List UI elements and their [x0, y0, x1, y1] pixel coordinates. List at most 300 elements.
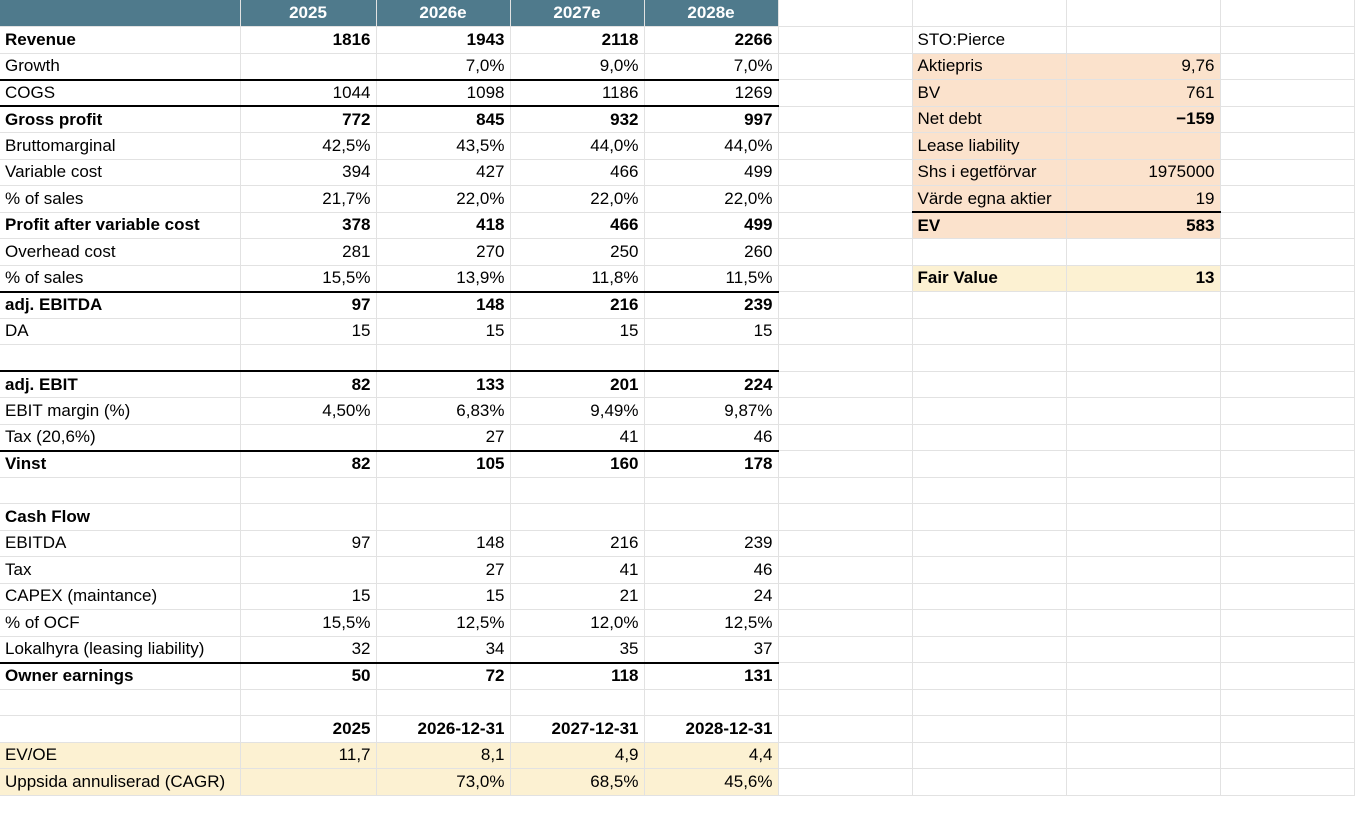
row-label[interactable]: EBITDA [0, 530, 240, 557]
value-cell[interactable]: 11,8% [510, 265, 644, 292]
value-cell[interactable]: 270 [376, 239, 510, 266]
table-row [0, 398, 1354, 425]
header-cell[interactable]: 2028e [644, 0, 778, 27]
table-row [0, 265, 1354, 292]
value-cell[interactable]: 22,0% [376, 186, 510, 213]
side-label[interactable]: Shs i egetförvar [912, 159, 1066, 186]
value-cell[interactable]: 7,0% [376, 53, 510, 80]
value-cell[interactable]: 11,7 [240, 742, 376, 769]
value-cell[interactable]: 105 [376, 451, 510, 478]
empty-cell[interactable] [912, 663, 1066, 690]
row-label[interactable]: Vinst [0, 451, 240, 478]
value-cell[interactable]: 9,49% [510, 398, 644, 425]
value-cell[interactable]: 45,6% [644, 769, 778, 796]
value-cell[interactable]: 22,0% [510, 186, 644, 213]
table-row [0, 53, 1354, 80]
empty-cell[interactable] [912, 636, 1066, 663]
empty-cell[interactable] [778, 27, 912, 54]
value-cell[interactable]: 72 [376, 663, 510, 690]
row-label[interactable]: Gross profit [0, 106, 240, 133]
empty-cell[interactable] [778, 186, 912, 213]
side-value[interactable]: −159 [1066, 106, 1220, 133]
header-cell[interactable]: 2027e [510, 0, 644, 27]
empty-cell[interactable] [778, 159, 912, 186]
value-cell[interactable]: 1098 [376, 80, 510, 107]
value-cell[interactable]: 9,0% [510, 53, 644, 80]
header-row [0, 0, 1354, 27]
table-row [0, 557, 1354, 584]
table-row [0, 27, 1354, 54]
value-cell[interactable]: 73,0% [376, 769, 510, 796]
value-cell[interactable]: 46 [644, 557, 778, 584]
empty-cell[interactable] [778, 80, 912, 107]
value-cell[interactable]: 466 [510, 159, 644, 186]
row-label[interactable]: Variable cost [0, 159, 240, 186]
value-cell[interactable]: 499 [644, 212, 778, 239]
empty-cell[interactable] [1066, 292, 1220, 319]
header-cell[interactable] [0, 0, 240, 27]
side-label[interactable]: Aktiepris [912, 53, 1066, 80]
value-cell[interactable]: 2025 [240, 716, 376, 743]
value-cell[interactable]: 160 [510, 451, 644, 478]
value-cell[interactable]: 845 [376, 106, 510, 133]
value-cell[interactable] [510, 504, 644, 531]
value-cell[interactable]: 997 [644, 106, 778, 133]
value-cell[interactable]: 133 [376, 371, 510, 398]
empty-cell[interactable] [1220, 345, 1354, 372]
value-cell[interactable]: 12,5% [644, 610, 778, 637]
side-label[interactable]: BV [912, 80, 1066, 107]
header-cell[interactable]: 2025 [240, 0, 376, 27]
empty-cell[interactable] [912, 742, 1066, 769]
row-label[interactable]: Tax [0, 557, 240, 584]
empty-cell[interactable] [912, 769, 1066, 796]
empty-cell[interactable] [1220, 504, 1354, 531]
empty-cell[interactable] [1220, 133, 1354, 160]
value-cell[interactable]: 27 [376, 557, 510, 584]
empty-cell[interactable] [1220, 0, 1354, 27]
value-cell[interactable]: 2028-12-31 [644, 716, 778, 743]
value-cell[interactable]: 42,5% [240, 133, 376, 160]
empty-cell[interactable] [1066, 583, 1220, 610]
side-value[interactable]: 19 [1066, 186, 1220, 213]
empty-cell[interactable] [1066, 504, 1220, 531]
value-cell[interactable]: 250 [510, 239, 644, 266]
side-label[interactable]: STO:Pierce [912, 27, 1066, 54]
value-cell[interactable]: 1186 [510, 80, 644, 107]
row-label[interactable]: EBIT margin (%) [0, 398, 240, 425]
table-row [0, 504, 1354, 531]
value-cell[interactable]: 15,5% [240, 265, 376, 292]
value-cell[interactable]: 4,9 [510, 742, 644, 769]
row-label[interactable] [0, 477, 240, 504]
value-cell[interactable]: 427 [376, 159, 510, 186]
empty-cell[interactable] [1220, 424, 1354, 451]
value-cell[interactable]: 24 [644, 583, 778, 610]
table-row [0, 133, 1354, 160]
table-row [0, 742, 1354, 769]
table-row [0, 371, 1354, 398]
value-cell[interactable]: 41 [510, 424, 644, 451]
table-row [0, 424, 1354, 451]
empty-cell[interactable] [912, 398, 1066, 425]
empty-cell[interactable] [912, 530, 1066, 557]
empty-cell[interactable] [912, 689, 1066, 716]
value-cell[interactable]: 44,0% [510, 133, 644, 160]
row-label[interactable]: CAPEX (maintance) [0, 583, 240, 610]
empty-cell[interactable] [1220, 318, 1354, 345]
table-row [0, 530, 1354, 557]
value-cell[interactable]: 394 [240, 159, 376, 186]
side-value[interactable]: 583 [1066, 212, 1220, 239]
table-row [0, 239, 1354, 266]
empty-cell[interactable] [1220, 292, 1354, 319]
table-row [0, 663, 1354, 690]
row-label[interactable]: Cash Flow [0, 504, 240, 531]
empty-cell[interactable] [778, 583, 912, 610]
table-row [0, 451, 1354, 478]
value-cell[interactable]: 201 [510, 371, 644, 398]
value-cell[interactable] [376, 689, 510, 716]
empty-cell[interactable] [1220, 716, 1354, 743]
table-row [0, 610, 1354, 637]
empty-cell[interactable] [1066, 371, 1220, 398]
empty-cell[interactable] [1066, 557, 1220, 584]
empty-cell[interactable] [912, 424, 1066, 451]
empty-cell[interactable] [1220, 530, 1354, 557]
value-cell[interactable]: 13,9% [376, 265, 510, 292]
empty-cell[interactable] [1066, 689, 1220, 716]
value-cell[interactable] [240, 689, 376, 716]
empty-cell[interactable] [1220, 583, 1354, 610]
value-cell[interactable]: 15 [240, 583, 376, 610]
value-cell[interactable]: 1044 [240, 80, 376, 107]
value-cell[interactable]: 2118 [510, 27, 644, 54]
value-cell[interactable] [644, 477, 778, 504]
empty-cell[interactable] [778, 239, 912, 266]
empty-cell[interactable] [1220, 610, 1354, 637]
empty-cell[interactable] [778, 610, 912, 637]
value-cell[interactable] [376, 345, 510, 372]
empty-cell[interactable] [778, 530, 912, 557]
empty-cell[interactable] [1220, 742, 1354, 769]
row-label[interactable]: Tax (20,6%) [0, 424, 240, 451]
value-cell[interactable]: 216 [510, 530, 644, 557]
value-cell[interactable]: 43,5% [376, 133, 510, 160]
table-row [0, 292, 1354, 319]
empty-cell[interactable] [778, 477, 912, 504]
empty-cell[interactable] [778, 769, 912, 796]
row-label[interactable] [0, 689, 240, 716]
empty-cell[interactable] [912, 0, 1066, 27]
empty-cell[interactable] [778, 451, 912, 478]
empty-cell[interactable] [1066, 742, 1220, 769]
value-cell[interactable] [240, 557, 376, 584]
row-label[interactable]: Overhead cost [0, 239, 240, 266]
empty-cell[interactable] [1220, 689, 1354, 716]
empty-cell[interactable] [778, 398, 912, 425]
empty-cell[interactable] [1220, 106, 1354, 133]
empty-cell[interactable] [1220, 398, 1354, 425]
value-cell[interactable]: 37 [644, 636, 778, 663]
side-label[interactable]: Net debt [912, 106, 1066, 133]
value-cell[interactable]: 44,0% [644, 133, 778, 160]
value-cell[interactable]: 1943 [376, 27, 510, 54]
row-label[interactable]: Bruttomarginal [0, 133, 240, 160]
table-row [0, 345, 1354, 372]
value-cell[interactable]: 8,1 [376, 742, 510, 769]
empty-cell[interactable] [1220, 53, 1354, 80]
row-label[interactable]: Profit after variable cost [0, 212, 240, 239]
empty-cell[interactable] [778, 716, 912, 743]
value-cell[interactable]: 21,7% [240, 186, 376, 213]
empty-cell[interactable] [912, 318, 1066, 345]
value-cell[interactable]: 15,5% [240, 610, 376, 637]
empty-cell[interactable] [912, 371, 1066, 398]
table-row [0, 769, 1354, 796]
value-cell[interactable]: 378 [240, 212, 376, 239]
value-cell[interactable]: 148 [376, 292, 510, 319]
value-cell[interactable] [510, 345, 644, 372]
empty-cell[interactable] [778, 424, 912, 451]
value-cell[interactable]: 21 [510, 583, 644, 610]
row-label[interactable]: adj. EBIT [0, 371, 240, 398]
value-cell[interactable]: 1269 [644, 80, 778, 107]
empty-cell[interactable] [1220, 636, 1354, 663]
row-label[interactable]: Owner earnings [0, 663, 240, 690]
side-value[interactable]: 761 [1066, 80, 1220, 107]
table-row [0, 212, 1354, 239]
value-cell[interactable]: 82 [240, 371, 376, 398]
empty-cell[interactable] [1066, 318, 1220, 345]
empty-cell[interactable] [1220, 769, 1354, 796]
empty-cell[interactable] [778, 345, 912, 372]
side-label[interactable]: Lease liability [912, 133, 1066, 160]
empty-cell[interactable] [912, 610, 1066, 637]
empty-cell[interactable] [1220, 80, 1354, 107]
empty-cell[interactable] [1220, 451, 1354, 478]
value-cell[interactable]: 499 [644, 159, 778, 186]
empty-cell[interactable] [778, 318, 912, 345]
empty-cell[interactable] [1066, 636, 1220, 663]
value-cell[interactable]: 41 [510, 557, 644, 584]
value-cell[interactable]: 22,0% [644, 186, 778, 213]
empty-cell[interactable] [1066, 345, 1220, 372]
row-label[interactable]: DA [0, 318, 240, 345]
value-cell[interactable]: 46 [644, 424, 778, 451]
value-cell[interactable]: 97 [240, 530, 376, 557]
empty-cell[interactable] [1066, 477, 1220, 504]
side-label[interactable] [912, 239, 1066, 266]
side-value[interactable] [1066, 239, 1220, 266]
empty-cell[interactable] [1066, 0, 1220, 27]
value-cell[interactable]: 131 [644, 663, 778, 690]
row-label[interactable]: % of OCF [0, 610, 240, 637]
table-row [0, 159, 1354, 186]
value-cell[interactable]: 2026-12-31 [376, 716, 510, 743]
table-row [0, 106, 1354, 133]
value-cell[interactable] [240, 504, 376, 531]
table-row [0, 689, 1354, 716]
table-row [0, 80, 1354, 107]
value-cell[interactable] [510, 689, 644, 716]
value-cell[interactable] [240, 53, 376, 80]
value-cell[interactable]: 12,5% [376, 610, 510, 637]
empty-cell[interactable] [1066, 530, 1220, 557]
empty-cell[interactable] [912, 477, 1066, 504]
table-row [0, 636, 1354, 663]
value-cell[interactable]: 178 [644, 451, 778, 478]
empty-cell[interactable] [778, 663, 912, 690]
empty-cell[interactable] [778, 742, 912, 769]
value-cell[interactable]: 260 [644, 239, 778, 266]
value-cell[interactable]: 15 [376, 318, 510, 345]
value-cell[interactable]: 932 [510, 106, 644, 133]
empty-cell[interactable] [912, 345, 1066, 372]
value-cell[interactable] [644, 345, 778, 372]
value-cell[interactable]: 4,4 [644, 742, 778, 769]
row-label[interactable]: Uppsida annuliserad (CAGR) [0, 769, 240, 796]
empty-cell[interactable] [912, 504, 1066, 531]
value-cell[interactable]: 772 [240, 106, 376, 133]
empty-cell[interactable] [1220, 159, 1354, 186]
table-row [0, 716, 1354, 743]
value-cell[interactable]: 239 [644, 292, 778, 319]
empty-cell[interactable] [912, 716, 1066, 743]
empty-cell[interactable] [778, 212, 912, 239]
empty-cell[interactable] [1220, 27, 1354, 54]
row-label[interactable]: % of sales [0, 265, 240, 292]
empty-cell[interactable] [778, 53, 912, 80]
value-cell[interactable]: 50 [240, 663, 376, 690]
empty-cell[interactable] [912, 583, 1066, 610]
empty-cell[interactable] [1066, 663, 1220, 690]
row-label[interactable]: Growth [0, 53, 240, 80]
value-cell[interactable]: 15 [240, 318, 376, 345]
value-cell[interactable]: 2266 [644, 27, 778, 54]
empty-cell[interactable] [778, 0, 912, 27]
row-label[interactable]: adj. EBITDA [0, 292, 240, 319]
value-cell[interactable]: 27 [376, 424, 510, 451]
value-cell[interactable] [644, 689, 778, 716]
empty-cell[interactable] [1066, 716, 1220, 743]
value-cell[interactable] [510, 477, 644, 504]
value-cell[interactable]: 11,5% [644, 265, 778, 292]
value-cell[interactable]: 148 [376, 530, 510, 557]
empty-cell[interactable] [912, 557, 1066, 584]
empty-cell[interactable] [1220, 186, 1354, 213]
empty-cell[interactable] [778, 292, 912, 319]
side-value[interactable]: 13 [1066, 265, 1220, 292]
empty-cell[interactable] [1220, 557, 1354, 584]
row-label[interactable]: Revenue [0, 27, 240, 54]
value-cell[interactable]: 1816 [240, 27, 376, 54]
empty-cell[interactable] [1220, 371, 1354, 398]
row-label[interactable]: Lokalhyra (leasing liability) [0, 636, 240, 663]
table-row [0, 186, 1354, 213]
row-label[interactable]: EV/OE [0, 742, 240, 769]
value-cell[interactable]: 6,83% [376, 398, 510, 425]
empty-cell[interactable] [1220, 477, 1354, 504]
value-cell[interactable]: 224 [644, 371, 778, 398]
value-cell[interactable]: 281 [240, 239, 376, 266]
empty-cell[interactable] [778, 371, 912, 398]
empty-cell[interactable] [1220, 663, 1354, 690]
empty-cell[interactable] [1066, 769, 1220, 796]
value-cell[interactable]: 15 [510, 318, 644, 345]
empty-cell[interactable] [778, 106, 912, 133]
value-cell[interactable]: 239 [644, 530, 778, 557]
value-cell[interactable]: 216 [510, 292, 644, 319]
side-label[interactable]: Värde egna aktier [912, 186, 1066, 213]
empty-cell[interactable] [1066, 424, 1220, 451]
empty-cell[interactable] [778, 265, 912, 292]
value-cell[interactable] [644, 504, 778, 531]
empty-cell[interactable] [778, 636, 912, 663]
empty-cell[interactable] [1066, 451, 1220, 478]
side-label[interactable]: EV [912, 212, 1066, 239]
side-value[interactable] [1066, 133, 1220, 160]
empty-cell[interactable] [1066, 610, 1220, 637]
value-cell[interactable]: 15 [644, 318, 778, 345]
row-label[interactable] [0, 716, 240, 743]
value-cell[interactable] [240, 345, 376, 372]
value-cell[interactable] [376, 477, 510, 504]
value-cell[interactable]: 35 [510, 636, 644, 663]
table-row [0, 583, 1354, 610]
value-cell[interactable]: 118 [510, 663, 644, 690]
value-cell[interactable]: 2027-12-31 [510, 716, 644, 743]
row-label[interactable]: COGS [0, 80, 240, 107]
value-cell[interactable]: 418 [376, 212, 510, 239]
side-value[interactable]: 1975000 [1066, 159, 1220, 186]
value-cell[interactable] [240, 769, 376, 796]
empty-cell[interactable] [1066, 398, 1220, 425]
empty-cell[interactable] [1220, 265, 1354, 292]
value-cell[interactable]: 15 [376, 583, 510, 610]
empty-cell[interactable] [778, 504, 912, 531]
value-cell[interactable]: 7,0% [644, 53, 778, 80]
empty-cell[interactable] [778, 689, 912, 716]
value-cell[interactable]: 9,87% [644, 398, 778, 425]
value-cell[interactable] [376, 504, 510, 531]
side-value[interactable] [1066, 27, 1220, 54]
empty-cell[interactable] [778, 133, 912, 160]
table-row [0, 318, 1354, 345]
empty-cell[interactable] [778, 557, 912, 584]
value-cell[interactable]: 32 [240, 636, 376, 663]
side-label[interactable]: Fair Value [912, 265, 1066, 292]
value-cell[interactable]: 34 [376, 636, 510, 663]
empty-cell[interactable] [912, 451, 1066, 478]
value-cell[interactable]: 82 [240, 451, 376, 478]
empty-cell[interactable] [912, 292, 1066, 319]
row-label[interactable]: % of sales [0, 186, 240, 213]
header-cell[interactable]: 2026e [376, 0, 510, 27]
table-row [0, 477, 1354, 504]
empty-cell[interactable] [1220, 212, 1354, 239]
value-cell[interactable]: 12,0% [510, 610, 644, 637]
value-cell[interactable] [240, 424, 376, 451]
value-cell[interactable]: 97 [240, 292, 376, 319]
row-label[interactable] [0, 345, 240, 372]
value-cell[interactable]: 4,50% [240, 398, 376, 425]
value-cell[interactable]: 68,5% [510, 769, 644, 796]
value-cell[interactable] [240, 477, 376, 504]
value-cell[interactable]: 466 [510, 212, 644, 239]
empty-cell[interactable] [1220, 239, 1354, 266]
side-value[interactable]: 9,76 [1066, 53, 1220, 80]
